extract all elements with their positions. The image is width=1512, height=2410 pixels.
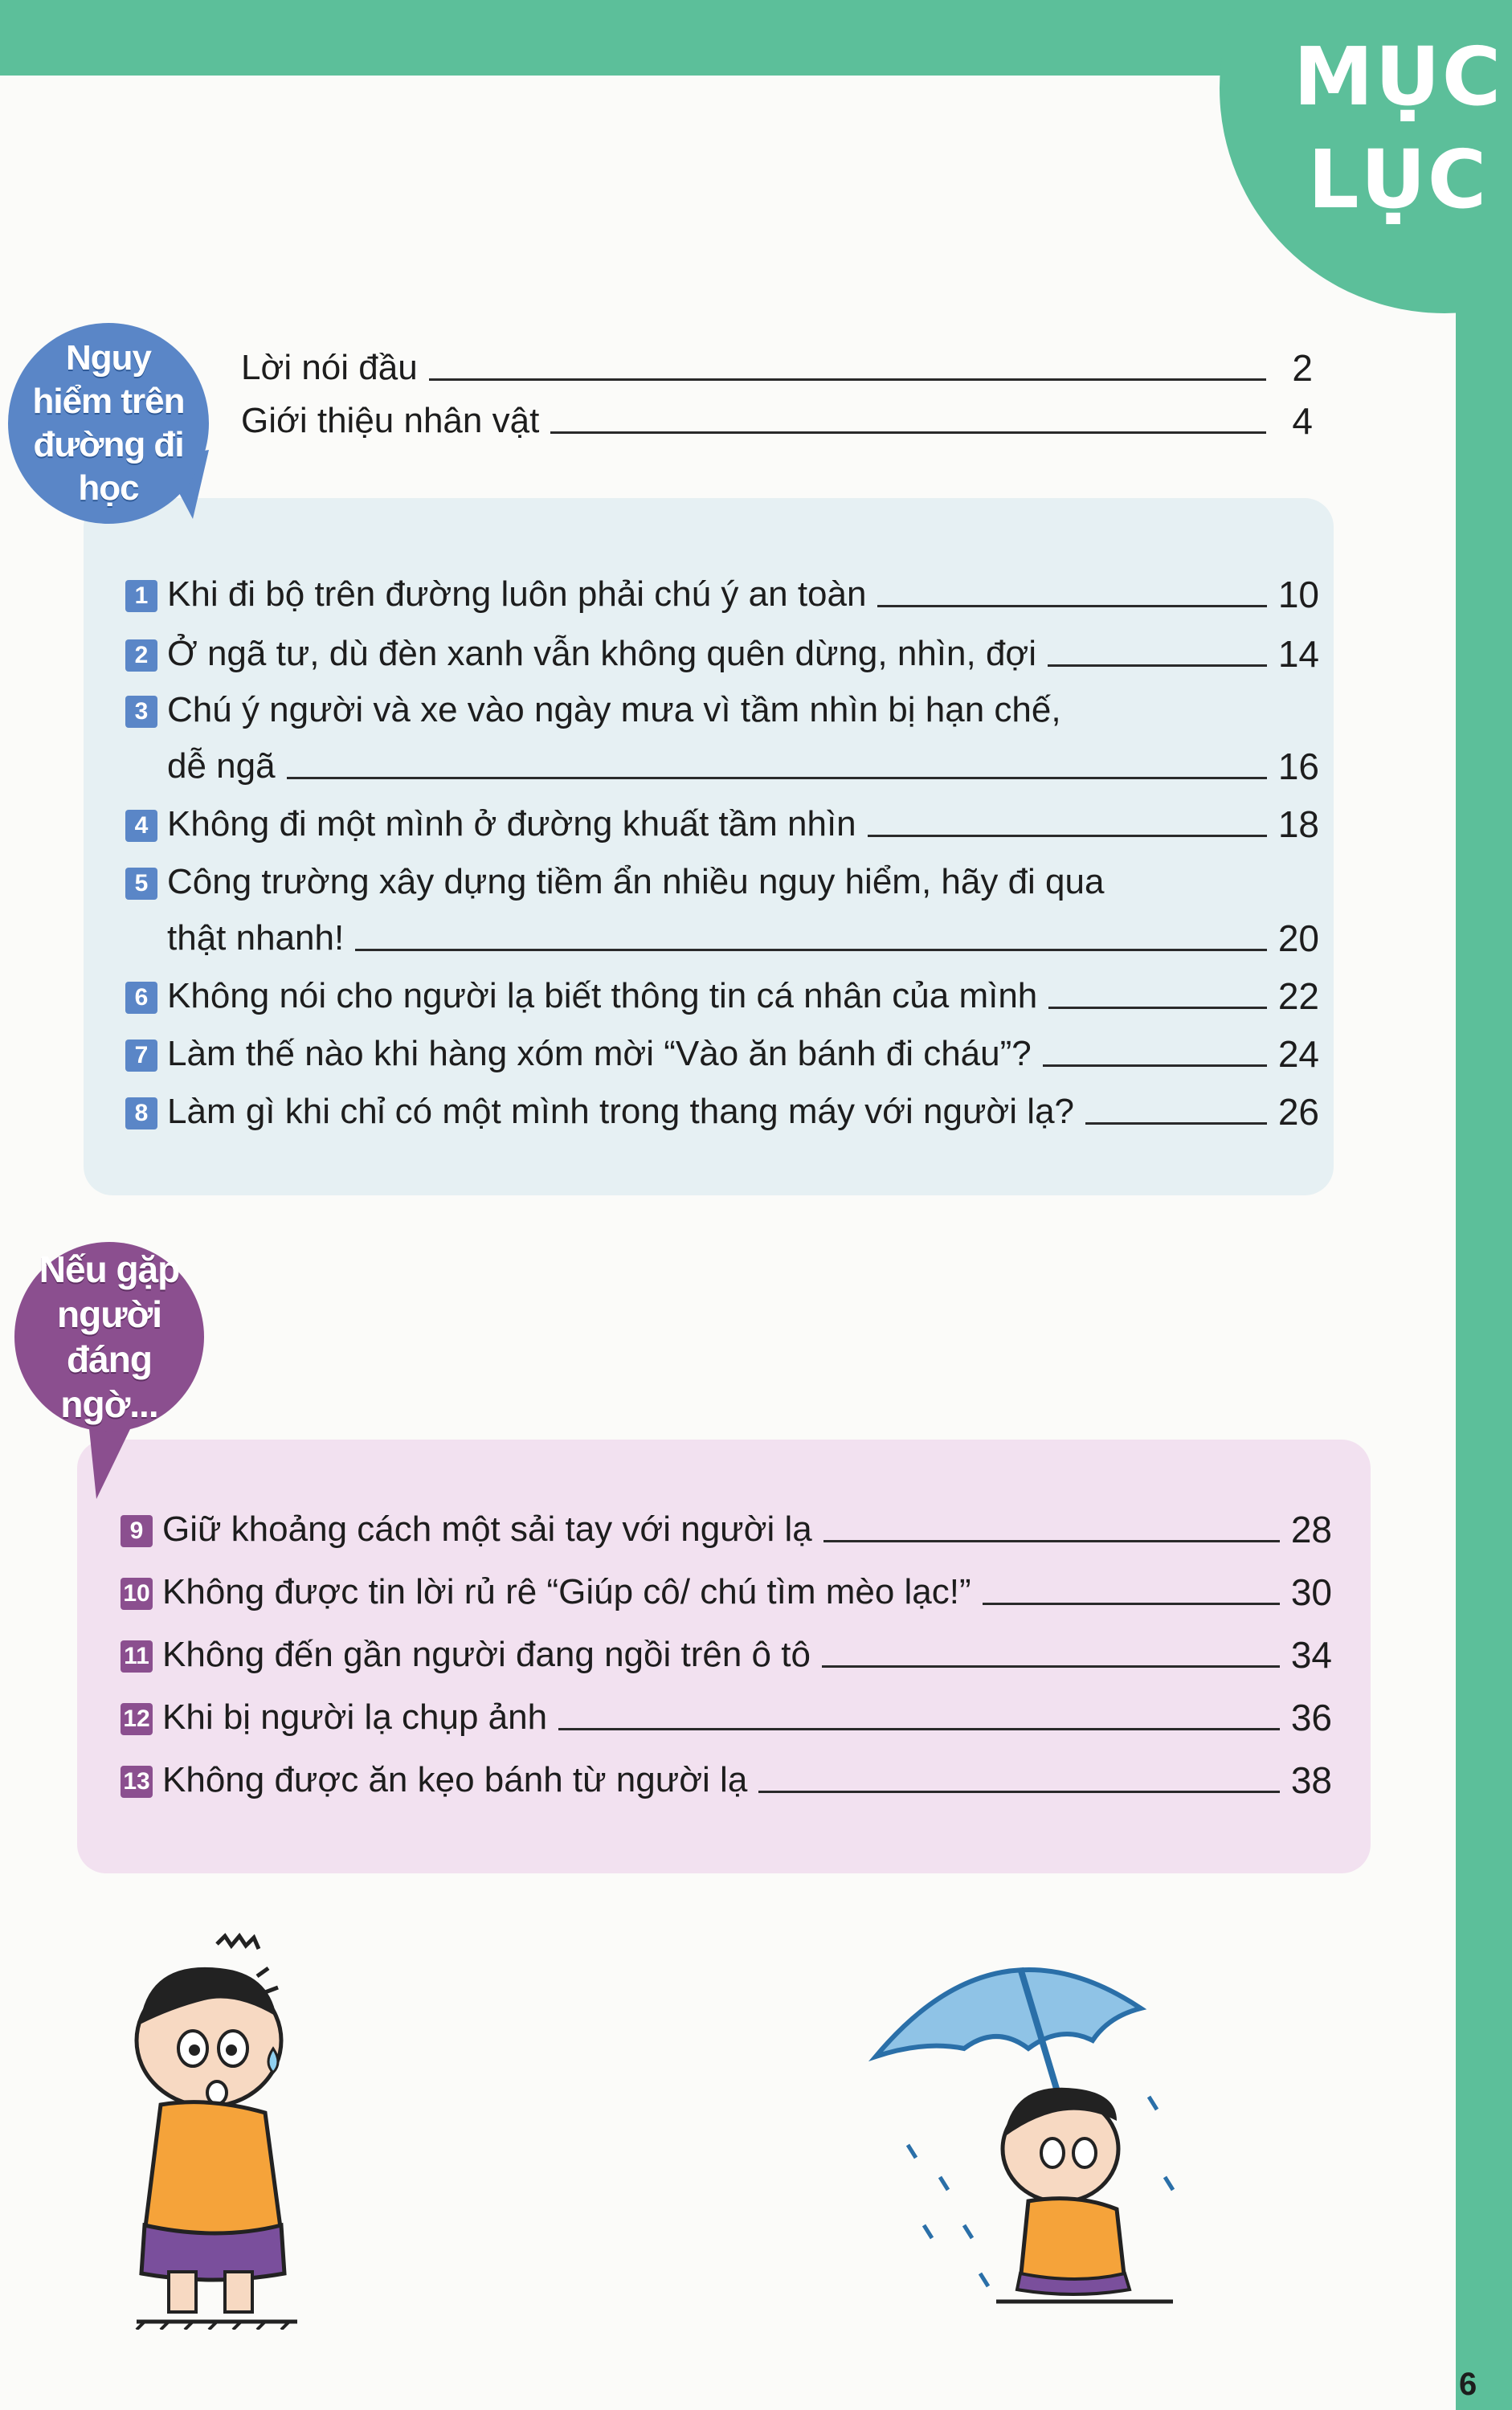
toc-entry-3[interactable] [167,742,1319,790]
toc-entry-5[interactable] [167,914,1319,962]
toc-entry-text: Làm gì khi chỉ có một mình trong thang máy với người lạ? [167,1092,1075,1131]
toc-entry-5-line1[interactable] [125,858,1319,906]
toc-entry-text: Giới thiệu nhân vật [241,401,540,440]
toc-entry-page: 4 [1292,400,1313,442]
leader-line [1085,1122,1267,1125]
toc-entry-13[interactable] [121,1756,1332,1804]
umbrella-character-illustration [860,1936,1221,2306]
toc-entry-11[interactable] [121,1631,1332,1679]
toc-entry-4[interactable] [125,800,1319,848]
leader-line [558,1728,1280,1730]
toc-entry-9[interactable] [121,1505,1332,1554]
toc-entry-page: 14 [1277,633,1319,675]
leader-line [1043,1064,1267,1067]
number-badge: 3 [125,696,157,728]
toc-entry-text: Làm thế nào khi hàng xóm mời “Vào ăn bánh đi cháu”? [167,1034,1032,1073]
number-badge: 4 [125,810,157,842]
toc-entry-page: 10 [1277,574,1319,615]
leader-line [287,777,1267,779]
leader-line [355,949,1267,951]
number-badge: 8 [125,1097,157,1129]
number-badge: 6 [125,982,157,1014]
leader-line [822,1665,1280,1668]
worried-character-illustration [104,1928,345,2330]
toc-entry-text: Khi bị người lạ chụp ảnh [162,1697,548,1737]
toc-entry-text: Không đến gần người đang ngồi trên ô tô [162,1635,811,1674]
leader-line [983,1603,1280,1605]
toc-entry-text: Giữ khoảng cách một sải tay với người lạ [162,1509,812,1549]
toc-entry-page: 34 [1290,1634,1332,1676]
toc-entry-page: 22 [1277,975,1319,1017]
leader-line [823,1540,1280,1542]
toc-entry-text: Ở ngã tư, dù đèn xanh vẫn không quên dừng, nhìn, đợi [167,634,1037,673]
leader-line [1048,1007,1267,1009]
toc-entry-intro-1[interactable] [241,344,1313,392]
toc-entry-intro-2[interactable] [241,397,1313,445]
leader-line [1048,664,1267,667]
section1-label: Nguy hiểm trên đường đi học [8,323,209,524]
number-badge: 7 [125,1040,157,1072]
toc-entry-text-line1: Công trường xây dựng tiềm ẩn nhiều nguy hiểm, hãy đi qua [167,862,1105,901]
number-badge: 5 [125,868,157,900]
toc-entry-12[interactable] [121,1693,1332,1742]
toc-entry-text: Lời nói đầu [241,348,418,387]
number-badge: 2 [125,639,157,672]
toc-entry-text: Không nói cho người lạ biết thông tin cá nhân của mình [167,976,1038,1015]
page-number: 6 [1459,2367,1477,2402]
leader-line [550,431,1266,434]
toc-entry-3-line1[interactable] [125,686,1319,734]
toc-entry-1[interactable] [125,570,1319,619]
toc-entry-10[interactable] [121,1568,1332,1616]
toc-entry-text: Không đi một mình ở đường khuất tầm nhìn [167,804,856,844]
title-line-1: MỤC [1293,30,1503,124]
number-badge: 10 [121,1578,153,1610]
number-badge: 1 [125,580,157,612]
toc-entry-8[interactable] [125,1088,1319,1136]
toc-entry-page: 26 [1277,1091,1319,1133]
toc-entry-text: Không được ăn kẹo bánh từ người lạ [162,1760,748,1799]
toc-entry-7[interactable] [125,1030,1319,1078]
toc-entry-page: 2 [1292,347,1313,389]
leader-line [758,1791,1280,1793]
toc-entry-2[interactable] [125,630,1319,678]
toc-entry-page: 28 [1290,1509,1332,1550]
toc-entry-text: Khi đi bộ trên đường luôn phải chú ý an toàn [167,574,867,614]
toc-entry-page: 18 [1277,803,1319,845]
toc-entry-page: 38 [1290,1759,1332,1801]
leader-line [877,605,1266,607]
number-badge: 12 [121,1703,153,1735]
toc-entry-page: 20 [1277,917,1319,959]
page-title [1293,26,1502,231]
number-badge: 11 [121,1640,153,1673]
section2-label: Nếu gặp người đáng ngờ... [14,1242,204,1432]
toc-entry-text: dễ ngã [167,746,276,786]
toc-entry-page: 24 [1277,1033,1319,1075]
number-badge: 9 [121,1515,153,1547]
leader-line [429,378,1266,381]
toc-entry-6[interactable] [125,972,1319,1020]
number-badge: 13 [121,1766,153,1798]
toc-entry-page: 16 [1277,745,1319,787]
toc-entry-page: 30 [1290,1571,1332,1613]
toc-entry-text-line1: Chú ý người và xe vào ngày mưa vì tầm nhìn bị hạn chế, [167,690,1061,729]
toc-entry-page: 36 [1290,1697,1332,1738]
leader-line [868,835,1267,837]
title-line-2: LỤC [1307,133,1489,227]
toc-entry-text: thật nhanh! [167,918,345,958]
toc-entry-text: Không được tin lời rủ rê “Giúp cô/ chú tìm mèo lạc!” [162,1572,971,1611]
